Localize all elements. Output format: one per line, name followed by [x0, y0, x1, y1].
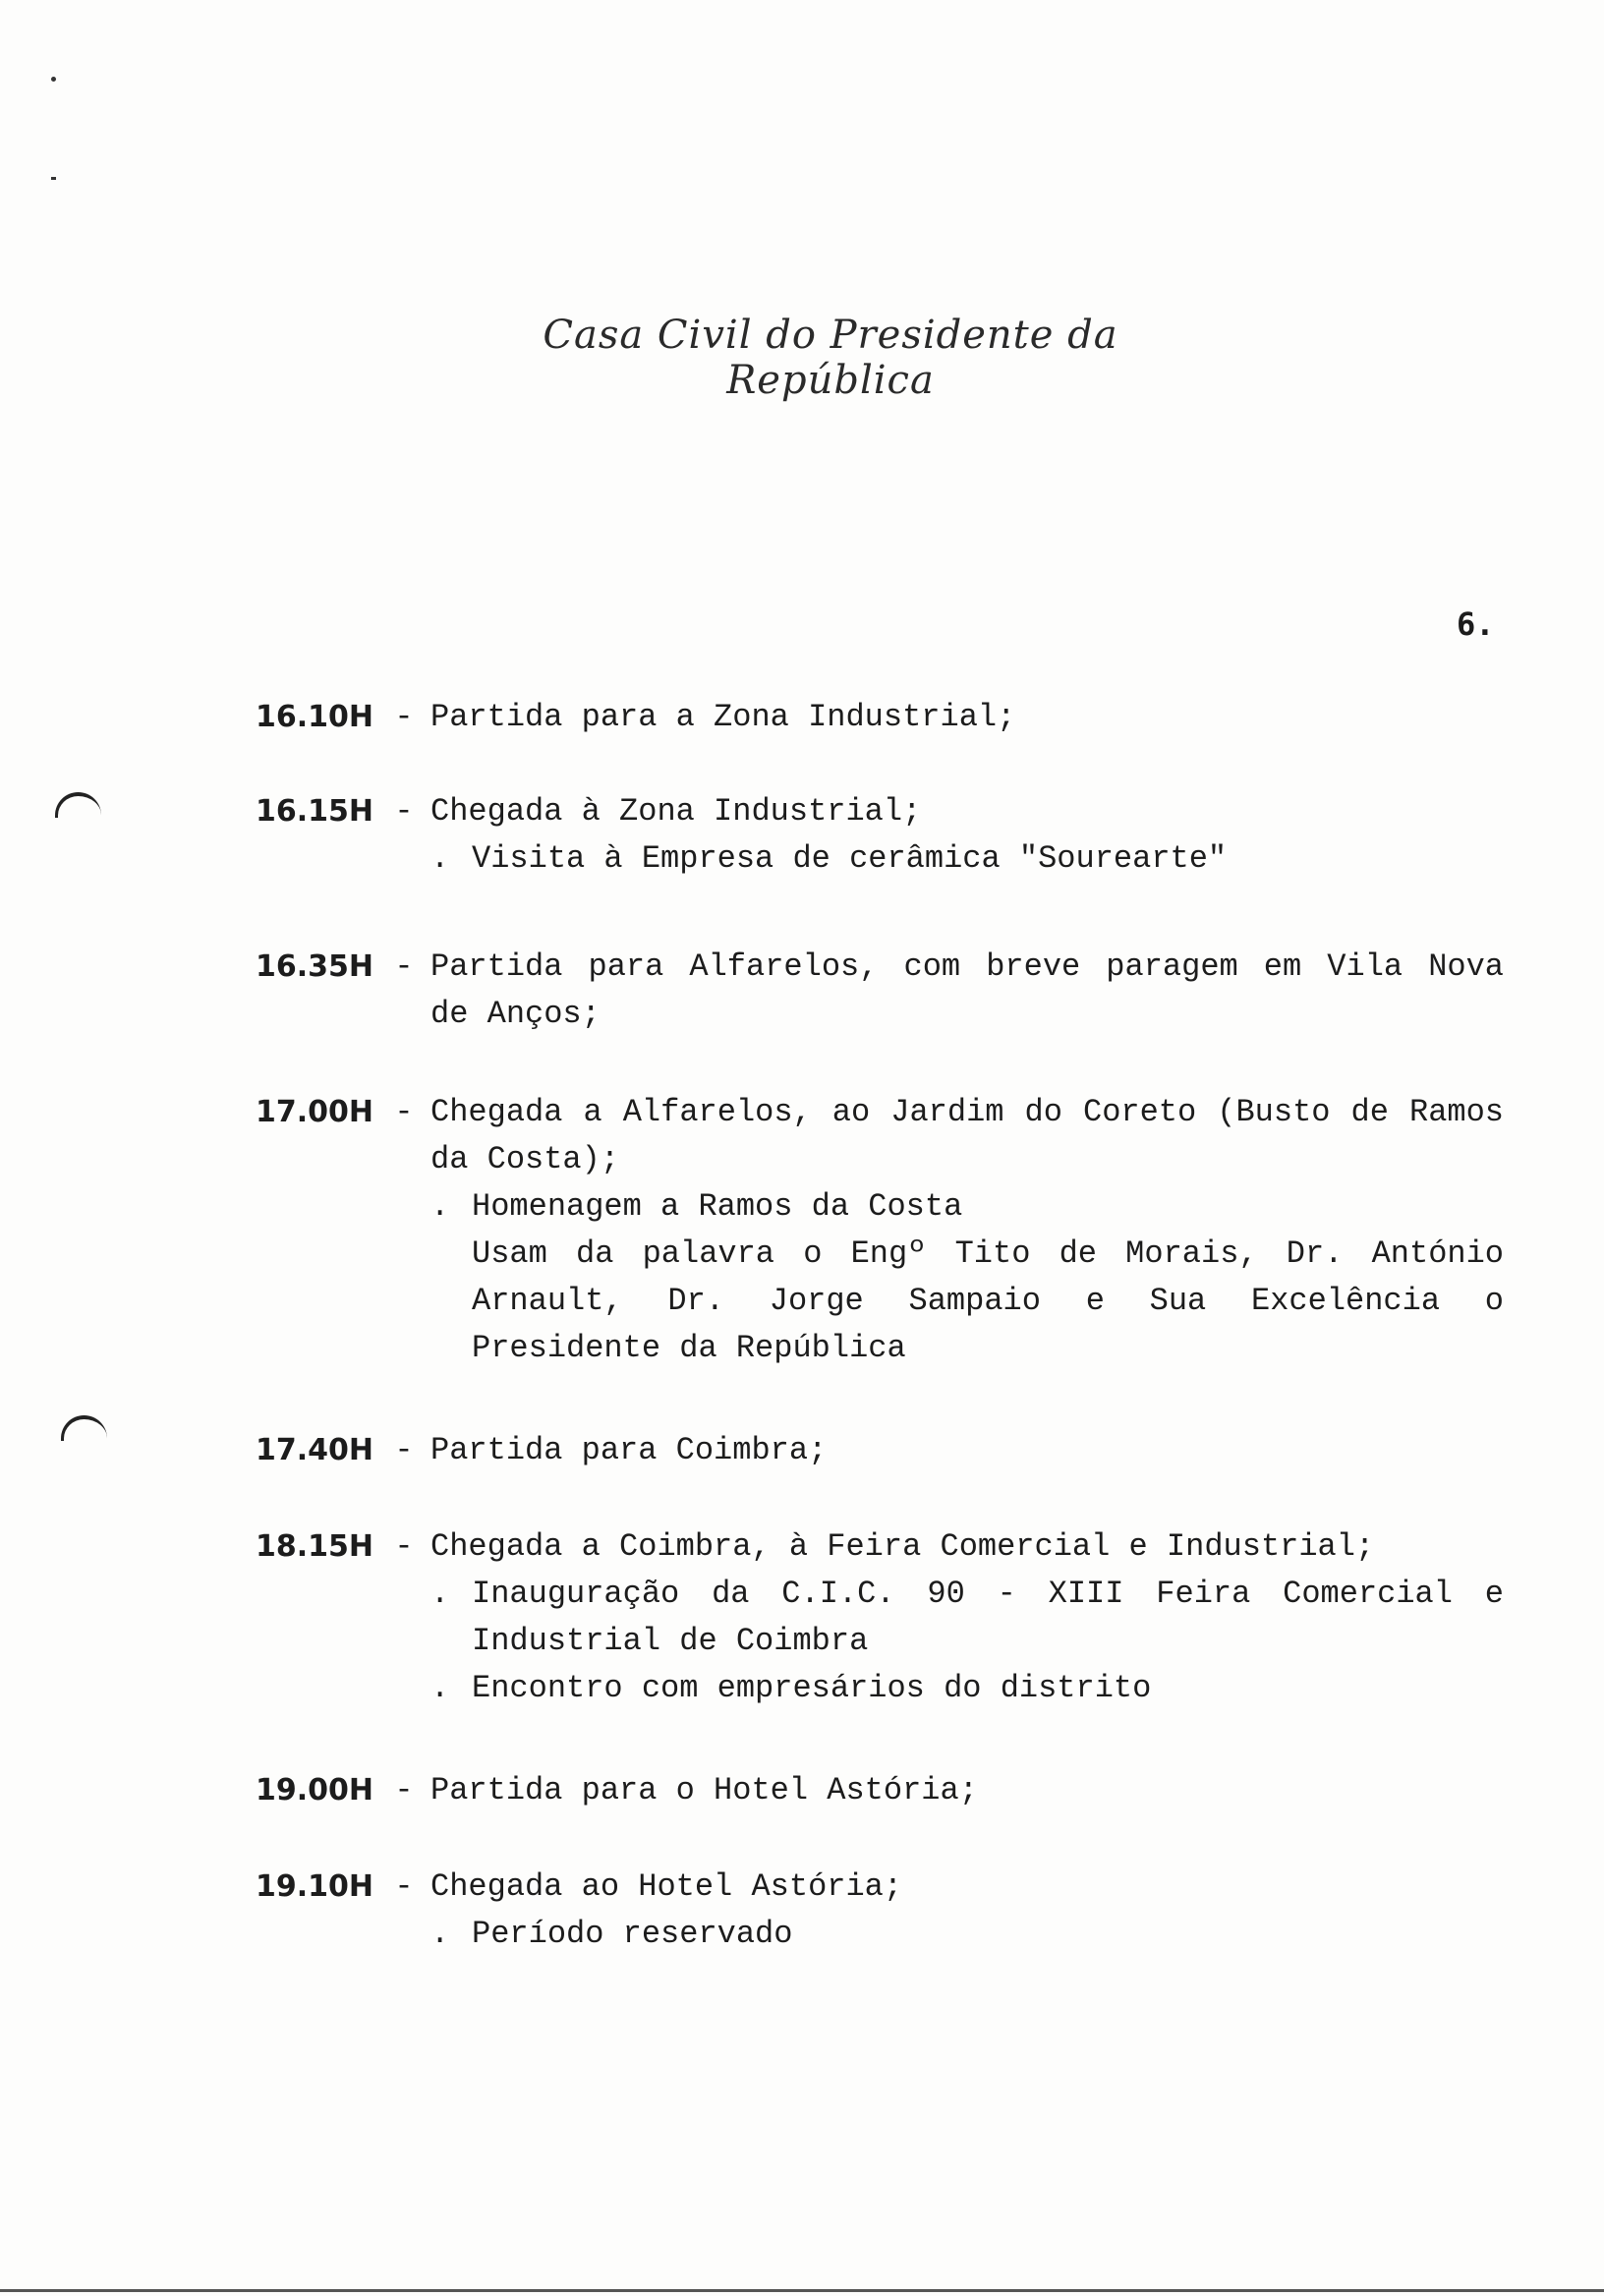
sub-text: Período reservado [472, 1916, 793, 1952]
entry-time: 16.15H [256, 794, 373, 829]
entry-text: Chegada a Coimbra, à Feira Comercial e Industrial; [430, 1528, 1375, 1565]
sub-detail: Usam da palavra o Engº Tito de Morais, Dr. António Arnault, Dr. Jorge Sampaio e Sua Excelência o Presidente da República [472, 1235, 1504, 1366]
entry-dash: - [394, 1094, 414, 1130]
entry-dash: - [394, 948, 414, 985]
bullet: . [430, 1188, 450, 1225]
page-number: 6. [1457, 605, 1495, 643]
entry-sub-item [430, 1183, 1504, 1372]
schedule-entry [256, 788, 1504, 883]
schedule-entry [256, 944, 1504, 1038]
entry-text: Chegada à Zona Industrial; [430, 793, 922, 830]
sub-text: Visita à Empresa de cerâmica "Sourearte" [472, 840, 1228, 877]
scan-dot [51, 77, 56, 82]
entry-sub-item [430, 835, 1504, 883]
entry-text: Partida para a Zona Industrial; [430, 699, 1016, 735]
entry-dash: - [394, 1772, 414, 1808]
entry-time: 17.00H [256, 1095, 373, 1129]
entry-text: Partida para o Hotel Astória; [430, 1772, 978, 1808]
sub-text: Encontro com empresários do distrito [472, 1670, 1152, 1706]
schedule-entry [256, 694, 1504, 741]
entry-dash: - [394, 1868, 414, 1905]
schedule-entry [256, 1864, 1504, 1958]
entry-text: Partida para Alfarelos, com breve paragem em Vila Nova de Anços; [430, 948, 1504, 1032]
punch-hole-mark [55, 792, 101, 818]
entry-time: 18.15H [256, 1529, 373, 1564]
bullet: . [430, 1576, 450, 1612]
schedule-entry [256, 1523, 1504, 1712]
entry-text: Partida para Coimbra; [430, 1432, 828, 1468]
entry-dash: - [394, 1432, 414, 1468]
entry-sub-item [430, 1911, 1504, 1958]
bullet: . [430, 840, 450, 877]
entry-dash: - [394, 793, 414, 830]
schedule-entry [256, 1089, 1504, 1372]
bullet: . [430, 1670, 450, 1706]
bullet: . [430, 1916, 450, 1952]
entry-dash: - [394, 699, 414, 735]
entry-text: Chegada a Alfarelos, ao Jardim do Coreto (Busto de Ramos da Costa); [430, 1094, 1504, 1177]
sub-text: Inauguração da C.I.C. 90 - XIII Feira Comercial e Industrial de Coimbra [472, 1576, 1504, 1659]
entry-time: 16.35H [256, 949, 373, 984]
schedule-entry [256, 1427, 1504, 1474]
entry-text: Chegada ao Hotel Astória; [430, 1868, 903, 1905]
entry-dash: - [394, 1528, 414, 1565]
punch-hole-mark [61, 1415, 107, 1441]
entry-time: 19.00H [256, 1773, 373, 1808]
sub-text: Homenagem a Ramos da Costa [472, 1188, 963, 1225]
entry-sub-item [430, 1665, 1504, 1712]
entry-time: 17.40H [256, 1433, 373, 1467]
scan-dot [51, 177, 56, 180]
schedule-entry [256, 1767, 1504, 1814]
entry-time: 16.10H [256, 700, 373, 734]
page-bottom-edge [0, 2289, 1604, 2292]
entry-sub-item [430, 1571, 1504, 1665]
letterhead: Casa Civil do Presidente da República [543, 313, 1118, 403]
entry-time: 19.10H [256, 1869, 373, 1904]
